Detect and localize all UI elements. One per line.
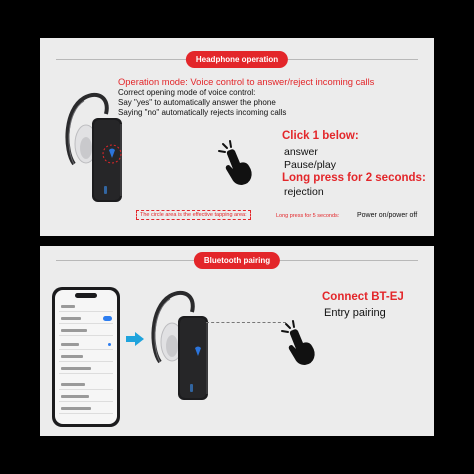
power-on-off-text: Power on/power off <box>357 212 418 219</box>
screen-row <box>59 302 113 312</box>
tapping-hand-icon <box>280 318 320 366</box>
screen-row <box>59 380 113 390</box>
bluetooth-pairing-badge: Bluetooth pairing <box>194 252 280 269</box>
click-title: Click 1 below: <box>282 130 359 142</box>
answer-text: answer <box>284 146 318 158</box>
tapping-hand-icon <box>217 138 257 186</box>
screen-row <box>59 352 113 362</box>
bluetooth-earpiece-icon <box>148 288 214 404</box>
screen-row <box>59 340 113 350</box>
smartphone-icon <box>52 287 120 427</box>
divider-left <box>56 260 196 261</box>
screen-row <box>59 326 113 336</box>
arrow-right-icon <box>126 332 144 346</box>
circle-area-note: The circle area is the effective tapping area: <box>136 210 251 220</box>
screen-row <box>59 314 113 324</box>
screen-row <box>59 404 113 414</box>
bluetooth-earpiece-icon <box>62 90 128 206</box>
divider-left <box>56 59 196 60</box>
divider-right <box>278 59 418 60</box>
entry-pairing-text: Entry pairing <box>324 307 386 319</box>
bluetooth-pairing-panel <box>40 246 434 436</box>
phone-notch <box>75 293 97 298</box>
screen-row <box>59 364 113 374</box>
long-press-5-label: Long press for 5 seconds: <box>276 213 340 219</box>
rejection-text: rejection <box>284 186 324 198</box>
screen-row <box>59 392 113 402</box>
opening-mode-text: Correct opening mode of voice control: <box>118 88 256 97</box>
connect-bt-ej-title: Connect BT-EJ <box>322 291 404 303</box>
dashed-connector <box>206 322 286 323</box>
headphone-operation-panel <box>40 38 434 236</box>
long-press-title: Long press for 2 seconds: <box>282 172 426 184</box>
headphone-operation-badge: Headphone operation <box>186 51 288 68</box>
operation-mode-title: Operation mode: Voice control to answer/reject incoming calls <box>118 76 375 87</box>
say-no-text: Saying "no" automatically rejects incoming calls <box>118 108 287 117</box>
phone-screen <box>55 290 117 424</box>
divider-right <box>278 260 418 261</box>
say-yes-text: Say "yes" to automatically answer the phone <box>118 98 276 107</box>
pause-play-text: Pause/play <box>284 159 336 171</box>
